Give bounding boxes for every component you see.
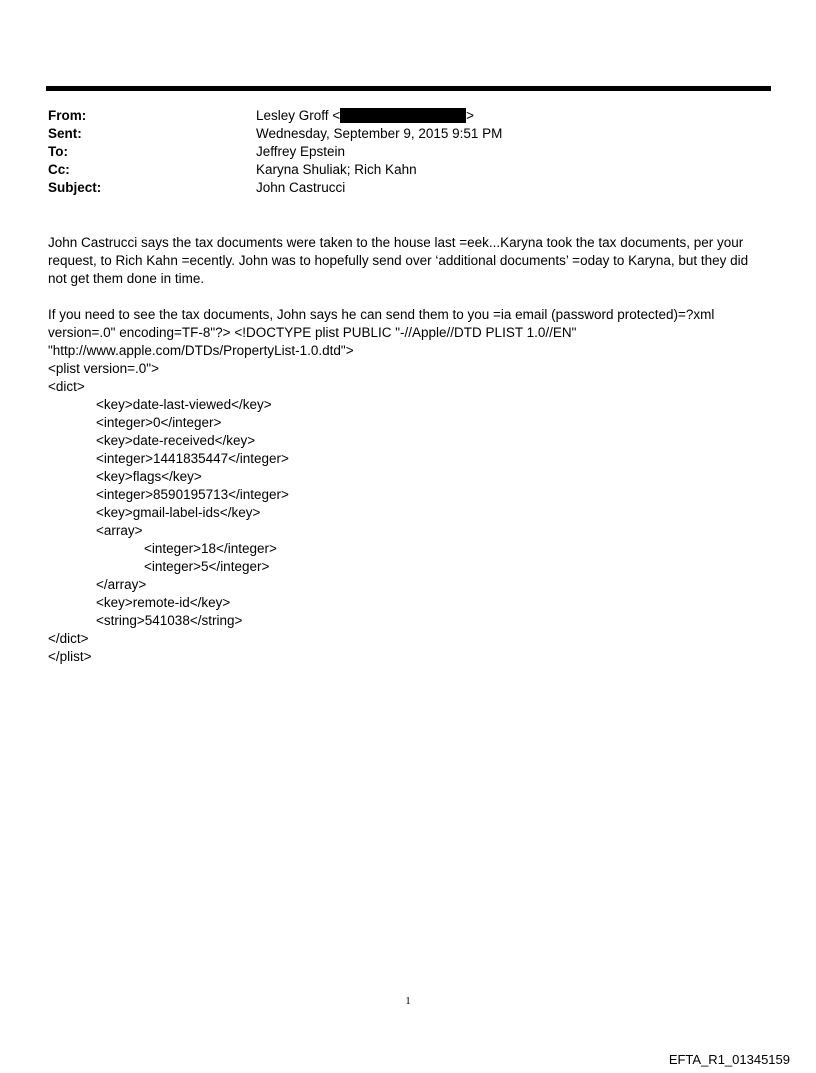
plist-line: <integer>0</integer> [96, 415, 222, 430]
plist-line: <dict> [48, 379, 85, 394]
from-row [48, 107, 768, 125]
plist-line: <integer>1441835447</integer> [96, 451, 289, 466]
redaction-box [340, 108, 466, 123]
plist-line: <key>gmail-label-ids</key> [96, 505, 261, 520]
plist-line: <integer>5</integer> [144, 559, 270, 574]
from-value [256, 107, 768, 125]
cc-value: Karyna Shuliak; Rich Kahn [256, 162, 417, 177]
email-header [48, 107, 768, 197]
plist-line: <string>541038</string> [96, 613, 243, 628]
to-row [48, 143, 768, 161]
document-id: EFTA_R1_01345159 [668, 1052, 790, 1067]
body-paragraph-1: John Castrucci says the tax documents were taken to the house last =eek...Karyna took the tax documents, per your request, to Rich Kahn =ecently. John was to hopefully send over ‘additional documents’ =oday to Karyna, but they did not get them done in time. [48, 235, 749, 286]
subject-value: John Castrucci [256, 180, 346, 195]
from-label: From: [48, 108, 87, 123]
body-paragraph-2: If you need to see the tax documents, John says he can send them to you =ia email (password protected)=?xml version=.0" encoding=TF-8"?> <!DOCTYPE plist PUBLIC "-//Apple//DTD PLIST 1.0//EN" "http://www.apple.com/DTDs/PropertyList-1.0.dtd"> [48, 307, 715, 358]
plist-line: <integer>8590195713</integer> [96, 487, 289, 502]
email-body [48, 234, 768, 666]
sent-label: Sent: [48, 126, 82, 141]
cc-row [48, 161, 768, 179]
from-close: > [466, 108, 475, 123]
plist-line: </plist> [48, 649, 92, 664]
sent-row [48, 125, 768, 143]
to-value: Jeffrey Epstein [256, 144, 346, 159]
sent-value: Wednesday, September 9, 2015 9:51 PM [256, 126, 503, 141]
subject-row [48, 179, 768, 197]
cc-label: Cc: [48, 162, 70, 177]
plist-line: <key>flags</key> [96, 469, 202, 484]
from-name: Lesley Groff < [256, 108, 341, 123]
plist-line: <key>remote-id</key> [96, 595, 231, 610]
plist-block [48, 360, 768, 666]
plist-line: </dict> [48, 631, 89, 646]
plist-line: <array> [96, 523, 143, 538]
plist-line: </array> [96, 577, 147, 592]
to-label: To: [48, 144, 68, 159]
plist-line: <key>date-last-viewed</key> [96, 397, 272, 412]
plist-line: <key>date-received</key> [96, 433, 256, 448]
plist-line: <integer>18</integer> [144, 541, 277, 556]
subject-label: Subject: [48, 180, 102, 195]
plist-line: <plist version=.0"> [48, 361, 159, 376]
page-number: 1 [405, 995, 411, 1007]
header-rule [46, 86, 771, 91]
